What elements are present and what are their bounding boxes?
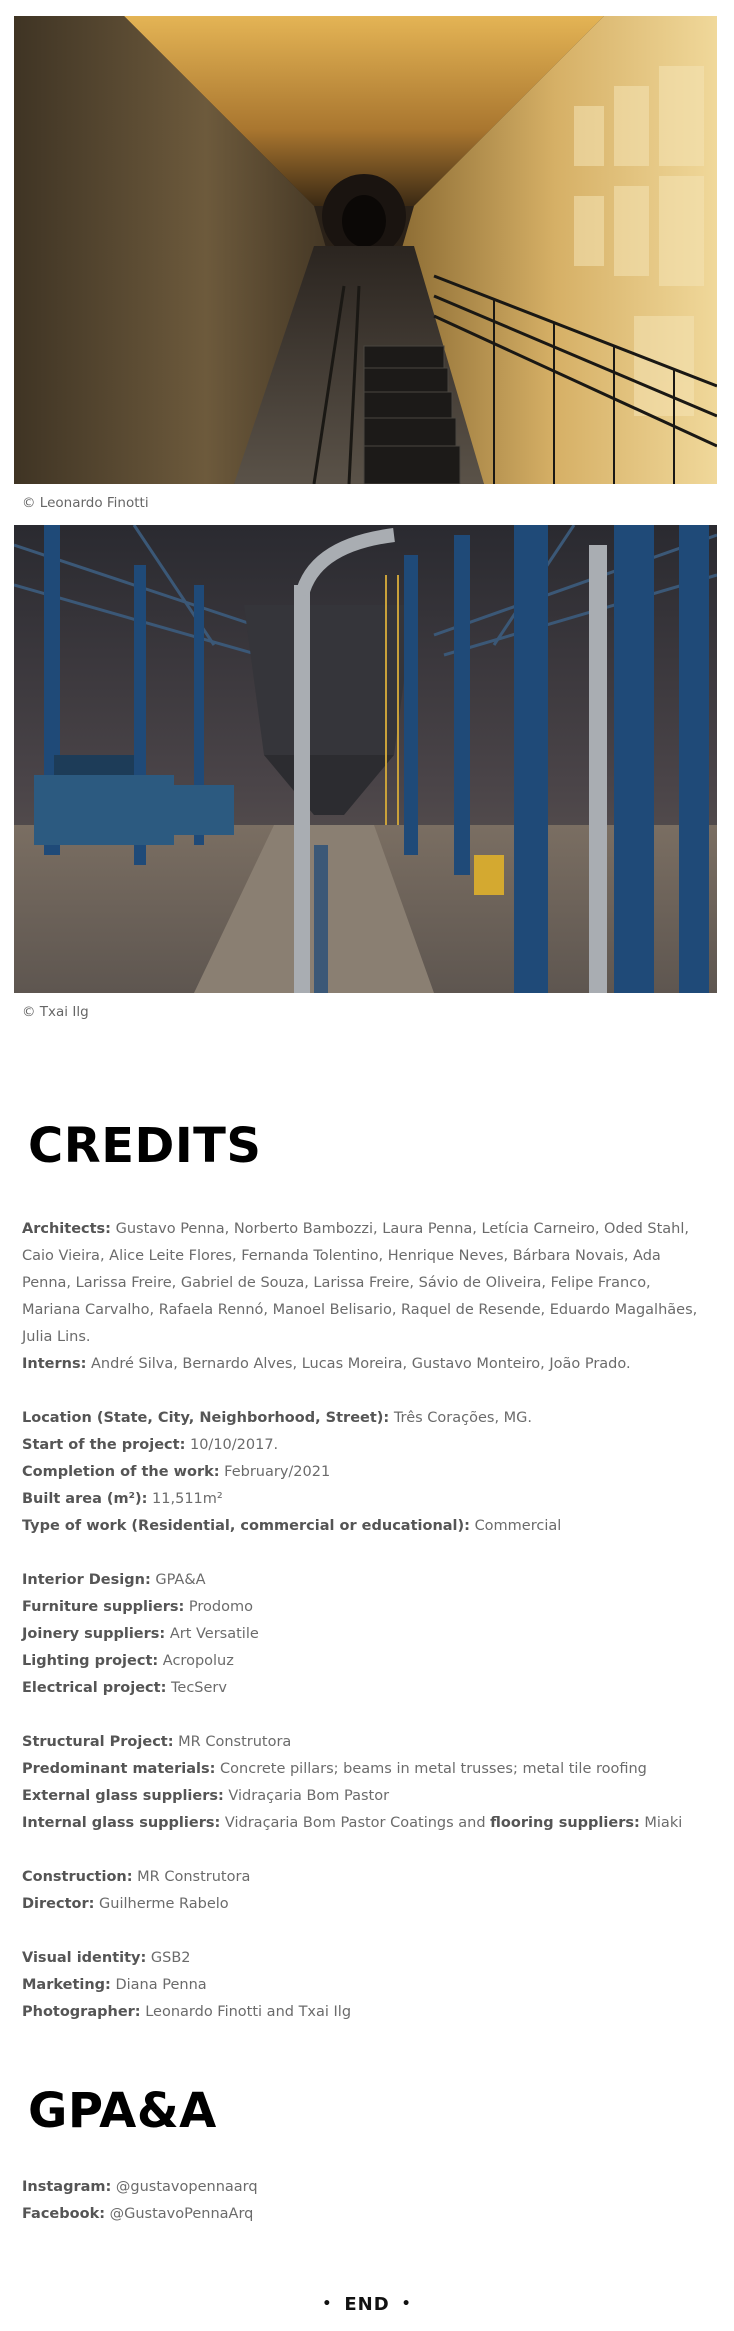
credit-label: Joinery suppliers: xyxy=(22,1626,166,1642)
credit-value: MR Construtora xyxy=(178,1734,292,1750)
credits-heading: CREDITS xyxy=(28,1118,262,1174)
social-label: Facebook: xyxy=(22,2206,106,2222)
credit-interior xyxy=(22,1567,712,1594)
credit-label: Marketing: xyxy=(22,1977,111,1993)
credit-label: Photographer: xyxy=(22,2004,141,2020)
credit-electrical xyxy=(22,1675,712,1702)
credit-value: Prodomo xyxy=(188,1599,253,1615)
credit-director xyxy=(22,1891,712,1918)
credit-label: Director: xyxy=(22,1896,95,1912)
credit-value: GSB2 xyxy=(150,1950,191,1966)
credit-value: Gustavo Penna, Norberto Bambozzi, Laura Penna, Letícia Carneiro, Oded Stahl, Caio Vieira, Alice Leite Flores, Fernanda Tolentino, Henrique Neves, Bárbara Novais, Ada Penna, Larissa Freire, Gabriel de Souza, Larissa Freire, Sávio de Oliveira, Felipe Franco, Mariana Carvalho, Rafaela Rennó, Manoel Belisario, Raquel de Resende, Eduardo Magalhães, Julia Lins. xyxy=(22,1221,698,1345)
credit-value: MR Construtora xyxy=(137,1869,251,1885)
credit-label: Predominant materials: xyxy=(22,1761,216,1777)
credit-label: External glass suppliers: xyxy=(22,1788,224,1804)
credit-value: Commercial xyxy=(474,1518,562,1534)
facebook-line xyxy=(22,2201,258,2228)
credit-construction xyxy=(22,1864,712,1891)
credit-value: Diana Penna xyxy=(115,1977,207,1993)
credit-label: Interior Design: xyxy=(22,1572,151,1588)
credit-furniture xyxy=(22,1594,712,1621)
credit-value: Vidraçaria Bom Pastor xyxy=(228,1788,390,1804)
credit-value: February/2021 xyxy=(224,1464,331,1480)
credit-area xyxy=(22,1486,712,1513)
instagram-handle[interactable]: @gustavopennaarq xyxy=(115,2179,258,2195)
credit-label: Architects: xyxy=(22,1221,111,1237)
credit-start xyxy=(22,1432,712,1459)
credit-label: Built area (m²): xyxy=(22,1491,148,1507)
credit-value: Vidraçaria Bom Pastor Coatings and xyxy=(224,1815,486,1831)
credit-label: Construction: xyxy=(22,1869,133,1885)
credit-type xyxy=(22,1513,712,1540)
credit-value: Três Corações, MG. xyxy=(393,1410,533,1426)
credit-label: Location (State, City, Neighborhood, Street): xyxy=(22,1410,390,1426)
credit-value: Art Versatile xyxy=(169,1626,259,1642)
social-label: Instagram: xyxy=(22,2179,112,2195)
credit-internal-glass xyxy=(22,1810,712,1837)
credit-value: GPA&A xyxy=(155,1572,206,1588)
social-links xyxy=(22,2174,258,2228)
industrial-interior-photo xyxy=(14,525,717,993)
photo-caption: © Leonardo Finotti xyxy=(22,495,149,511)
credit-value: Leonardo Finotti and Txai Ilg xyxy=(145,2004,352,2020)
credit-value: 10/10/2017. xyxy=(189,1437,279,1453)
credit-marketing xyxy=(22,1972,712,1999)
credit-lighting xyxy=(22,1648,712,1675)
tunnel-staircase-photo xyxy=(14,16,717,484)
credit-label: Visual identity: xyxy=(22,1950,147,1966)
credit-label: Start of the project: xyxy=(22,1437,186,1453)
credit-interns xyxy=(22,1351,712,1378)
credit-structural xyxy=(22,1729,712,1756)
photo-caption: © Txai Ilg xyxy=(22,1004,89,1020)
end-marker xyxy=(0,2294,734,2315)
credit-value: Guilherme Rabelo xyxy=(99,1896,229,1912)
credit-location xyxy=(22,1405,712,1432)
credit-label: Completion of the work: xyxy=(22,1464,220,1480)
credit-value: Acropoluz xyxy=(162,1653,234,1669)
credit-label: Interns: xyxy=(22,1356,87,1372)
end-label: END xyxy=(344,2294,390,2315)
credits-list xyxy=(22,1216,712,2026)
credit-joinery xyxy=(22,1621,712,1648)
bullet-icon: • xyxy=(322,2296,333,2312)
credit-architects xyxy=(22,1216,712,1351)
credit-value: 11,511m² xyxy=(152,1491,223,1507)
credit-value: TecServ xyxy=(171,1680,227,1696)
credit-label: Electrical project: xyxy=(22,1680,167,1696)
credit-photographer xyxy=(22,1999,712,2026)
credit-label: flooring suppliers: xyxy=(490,1815,640,1831)
credit-value: Concrete pillars; beams in metal trusses; metal tile roofing xyxy=(220,1761,647,1777)
credit-label: Lighting project: xyxy=(22,1653,159,1669)
credit-value: Miaki xyxy=(644,1815,683,1831)
credit-label: Structural Project: xyxy=(22,1734,174,1750)
instagram-line xyxy=(22,2174,258,2201)
credit-label: Internal glass suppliers: xyxy=(22,1815,221,1831)
credit-materials xyxy=(22,1756,712,1783)
credit-visual-identity xyxy=(22,1945,712,1972)
bullet-icon: • xyxy=(401,2296,412,2312)
industrial-interior-image xyxy=(14,525,717,993)
facebook-handle[interactable]: @GustavoPennaArq xyxy=(109,2206,254,2222)
office-heading: GPA&A xyxy=(28,2083,217,2139)
credit-external-glass xyxy=(22,1783,712,1810)
tunnel-staircase-image xyxy=(14,16,717,484)
credit-label: Type of work (Residential, commercial or educational): xyxy=(22,1518,470,1534)
credit-value: André Silva, Bernardo Alves, Lucas Moreira, Gustavo Monteiro, João Prado. xyxy=(91,1356,631,1372)
credit-completion xyxy=(22,1459,712,1486)
credit-label: Furniture suppliers: xyxy=(22,1599,185,1615)
